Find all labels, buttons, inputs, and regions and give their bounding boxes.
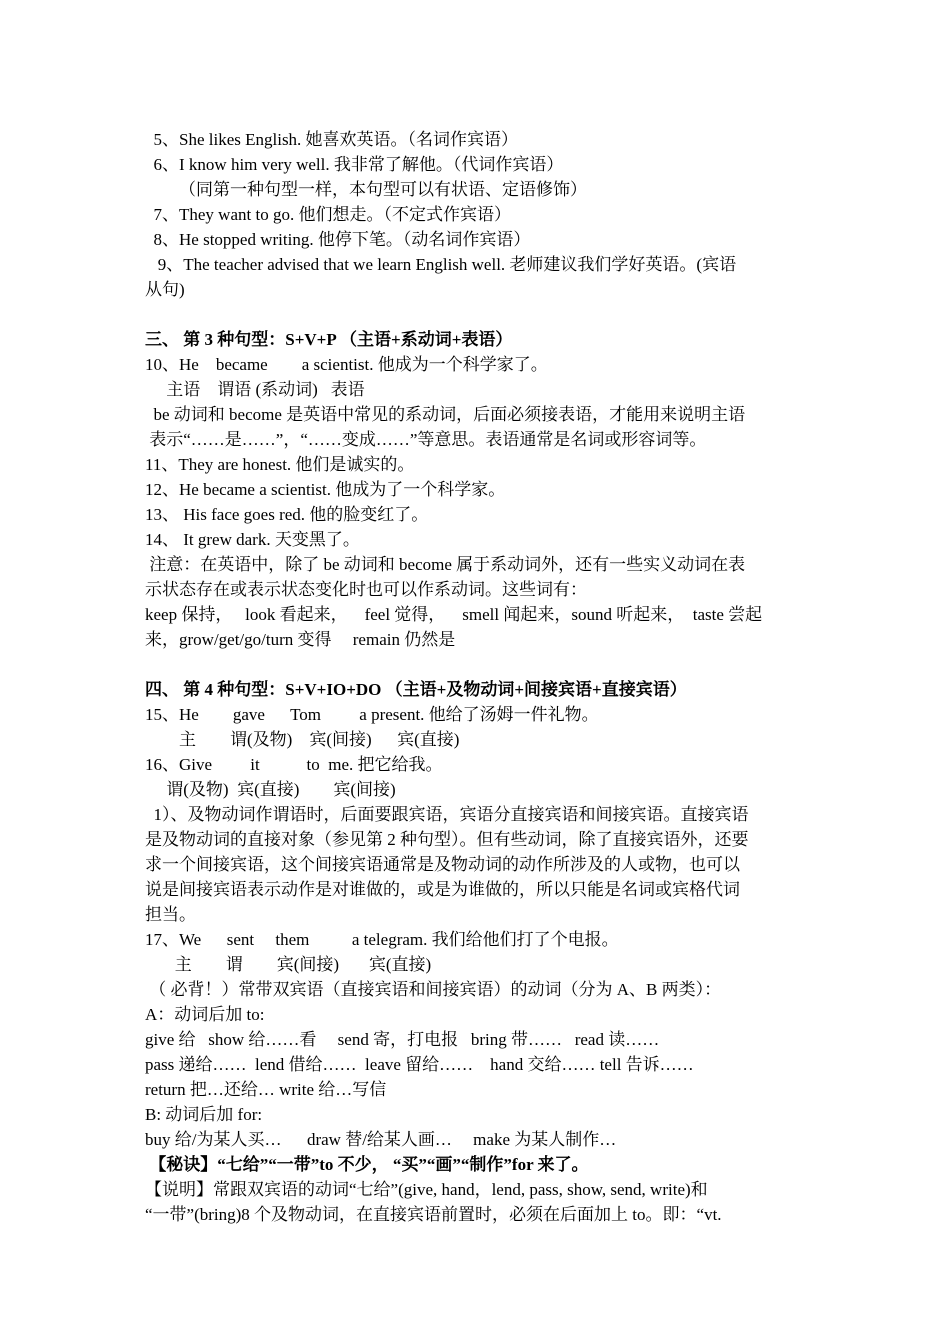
text-line: 主语 谓语 (系动词) 表语: [145, 380, 365, 399]
text-line: 示状态存在或表示状态变化时也可以作系动词。这些词有：: [145, 580, 587, 599]
text-line: 担当。: [145, 905, 196, 924]
explanation-line: 【说明】常跟双宾语的动词“七给”(give, hand，lend, pass, show, send, write)和: [145, 1180, 708, 1199]
text-line: 10、He became a scientist. 他成为一个科学家了。: [145, 355, 548, 374]
text-line: 主 谓 宾(间接) 宾(直接): [145, 955, 432, 974]
text-line: 从句): [145, 280, 185, 299]
text-line: 13、 His face goes red. 他的脸变红了。: [145, 505, 429, 524]
tip-line: 【秘诀】“七给”“一带”to 不少， “买”“画”“制作”for 来了。: [145, 1155, 589, 1174]
text-line: 15、He gave Tom a present. 他给了汤姆一件礼物。: [145, 705, 599, 724]
text-line: buy 给/为某人买… draw 替/给某人画… make 为某人制作…: [145, 1130, 617, 1149]
text-line: 1）、及物动词作谓语时，后面要跟宾语，宾语分直接宾语和间接宾语。直接宾语: [145, 805, 749, 824]
section-heading-4: 四、 第 4 种句型：S+V+IO+DO （主语+及物动词+间接宾语+直接宾语）: [145, 680, 687, 699]
text-line: 6、I know him very well. 我非常了解他。（代词作宾语）: [145, 155, 564, 174]
text-line: give 给 show 给……看 send 寄，打电报 bring 带…… read 读……: [145, 1030, 660, 1049]
text-line: 11、They are honest. 他们是诚实的。: [145, 455, 415, 474]
text-line: “一带”(bring)8 个及物动词，在直接宾语前置时，必须在后面加上 to。即：“vt.: [145, 1205, 722, 1224]
text-line: 求一个间接宾语，这个间接宾语通常是及物动词的动作所涉及的人或物，也可以: [145, 855, 740, 874]
text-line: pass 递给…… lend 借给…… leave 留给…… hand 交给…… tell 告诉……: [145, 1055, 694, 1074]
text-line: 5、She likes English. 她喜欢英语。（名词作宾语）: [145, 130, 519, 149]
text-line: keep 保持， look 看起来， feel 觉得， smell 闻起来，sound 听起来， taste 尝起: [145, 605, 763, 624]
text-line: return 把…还给… write 给…写信: [145, 1080, 387, 1099]
text-line: 主 谓(及物) 宾(间接) 宾(直接): [145, 730, 460, 749]
text-line: 7、They want to go. 他们想走。（不定式作宾语）: [145, 205, 511, 224]
section-heading-3: 三、 第 3 种句型：S+V+P （主语+系动词+表语）: [145, 330, 513, 349]
text-line: 谓(及物) 宾(直接) 宾(间接): [145, 780, 396, 799]
text-line: 来，grow/get/go/turn 变得 remain 仍然是: [145, 630, 456, 649]
text-line: B: 动词后加 for:: [145, 1105, 263, 1124]
note-line: 注意：在英语中，除了 be 动词和 become 属于系动词外，还有一些实义动词在表: [145, 555, 746, 574]
text-line: （同第一种句型一样，本句型可以有状语、定语修饰）: [145, 180, 587, 199]
text-line: 8、He stopped writing. 他停下笔。（动名词作宾语）: [145, 230, 531, 249]
text-line: 12、He became a scientist. 他成为了一个科学家。: [145, 480, 506, 499]
text-line: 表示“……是……”，“……变成……”等意思。表语通常是名词或形容词等。: [145, 430, 707, 449]
text-line: （ 必背！）常带双宾语（直接宾语和间接宾语）的动词（分为 A、B 两类）：: [145, 980, 722, 999]
text-line: be 动词和 become 是英语中常见的系动词，后面必须接表语，才能用来说明主语: [145, 405, 746, 424]
text-line: 14、 It grew dark. 天变黑了。: [145, 530, 360, 549]
text-line: A：动词后加 to:: [145, 1005, 265, 1024]
text-line: 9、The teacher advised that we learn English well. 老师建议我们学好英语。(宾语: [145, 255, 737, 274]
text-line: 说是间接宾语表示动作是对谁做的，或是为谁做的，所以只能是名词或宾格代词: [145, 880, 740, 899]
text-line: 16、Give it to me. 把它给我。: [145, 755, 443, 774]
text-line: 是及物动词的直接对象（参见第 2 种句型）。但有些动词，除了直接宾语外，还要: [145, 830, 749, 849]
text-line: 17、We sent them a telegram. 我们给他们打了个电报。: [145, 930, 619, 949]
